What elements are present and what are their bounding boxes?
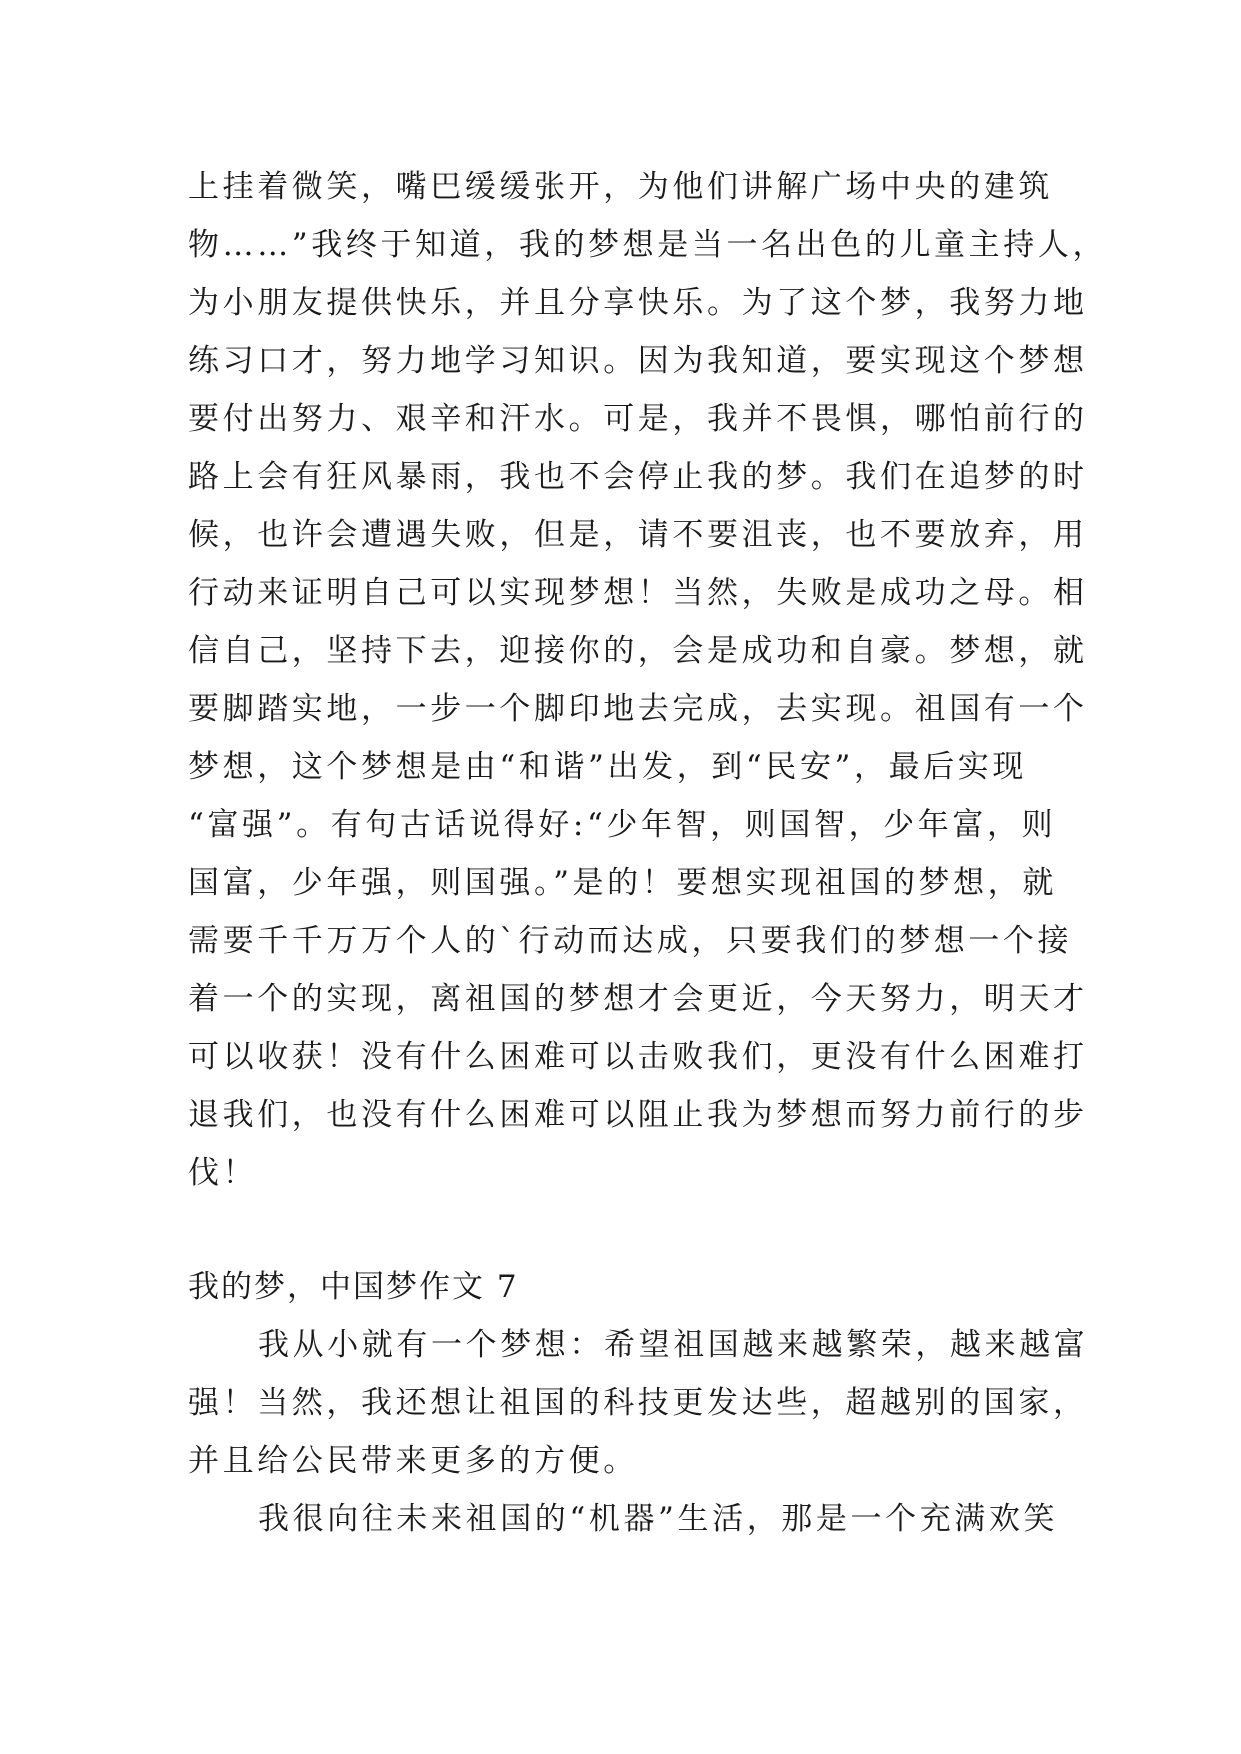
text-line: 行动来证明自己可以实现梦想！当然，失败是成功之母。相: [188, 575, 1088, 611]
text-line: 需要千千万万个人的`行动而达成，只要我们的梦想一个接: [188, 923, 1073, 959]
text-line: 物……”我终于知道，我的梦想是当一名出色的儿童主持人，: [188, 227, 1108, 263]
text-line: 可以收获！没有什么困难可以击败我们，更没有什么困难打: [188, 1039, 1088, 1075]
text-line: 我很向往未来祖国的“机器”生活，那是一个充满欢笑: [258, 1501, 1059, 1537]
text-line: 退我们，也没有什么困难可以阻止我为梦想而努力前行的步: [188, 1097, 1088, 1133]
text-line: 候，也许会遭遇失败，但是，请不要沮丧，也不要放弃，用: [188, 517, 1088, 553]
text-line: 强！当然，我还想让祖国的科技更发达些，超越别的国家，: [188, 1385, 1088, 1421]
continued-paragraph: [188, 158, 1108, 1202]
text-line: 路上会有狂风暴雨，我也不会停止我的梦。我们在追梦的时: [188, 459, 1088, 495]
essay-7-body: [188, 1316, 1089, 1548]
text-line: 要脚踏实地，一步一个脚印地去完成，去实现。祖国有一个: [188, 691, 1088, 727]
text-line: 伐！: [188, 1155, 258, 1191]
text-line: 上挂着微笑，嘴巴缓缓张开，为他们讲解广场中央的建筑: [188, 169, 1053, 205]
text-line: 国富，少年强，则国强。”是的！要想实现祖国的梦想，就: [188, 865, 1057, 901]
text-line: “富强”。有句古话说得好:“少年智，则国智，少年富，则: [188, 807, 1057, 843]
text-line: 梦想，这个梦想是由“和谐”出发，到“民安”，最后实现: [188, 749, 1027, 785]
text-line: 为小朋友提供快乐，并且分享快乐。为了这个梦，我努力地: [188, 285, 1088, 321]
text-line: 着一个的实现，离祖国的梦想才会更近，今天努力，明天才: [188, 981, 1088, 1017]
text-line: 并且给公民带来更多的方便。: [188, 1443, 638, 1479]
text-line: 我从小就有一个梦想：希望祖国越来越繁荣，越来越富: [258, 1327, 1089, 1363]
text-line: 信自己，坚持下去，迎接你的，会是成功和自豪。梦想，就: [188, 633, 1088, 669]
text-line: 要付出努力、艰辛和汗水。可是，我并不畏惧，哪怕前行的: [188, 401, 1088, 437]
text-line: 练习口才，努力地学习知识。因为我知道，要实现这个梦想: [188, 343, 1088, 379]
essay-heading: 我的梦，中国梦作文 7: [188, 1269, 519, 1305]
